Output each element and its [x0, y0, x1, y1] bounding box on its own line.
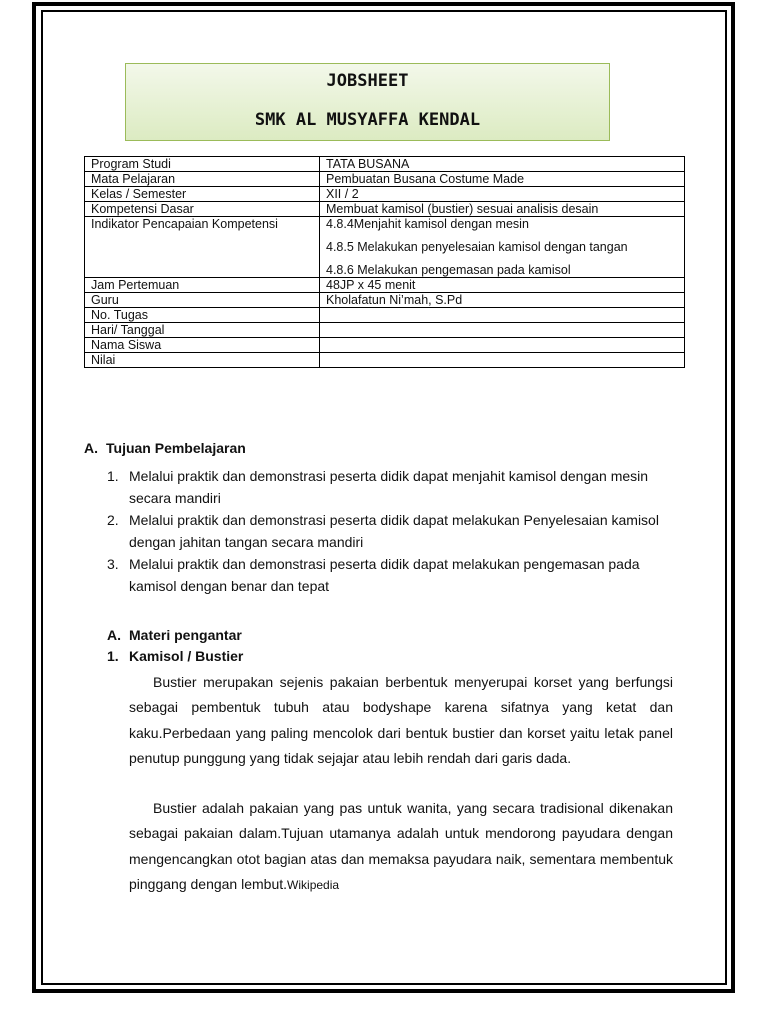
- section-heading-materi: [107, 627, 242, 643]
- row-value: 48JP x 45 menit: [320, 278, 685, 293]
- jobsheet-title-box: [125, 63, 610, 141]
- list-text: Melalui praktik dan demonstrasi peserta didik dapat melakukan pengemasan pada kamisol dengan benar dan tepat: [129, 556, 640, 594]
- table-row: [85, 353, 685, 368]
- row-label: Mata Pelajaran: [85, 172, 320, 187]
- row-value: [320, 338, 685, 353]
- paragraph-text: Bustier merupakan sejenis pakaian berbentuk menyerupai korset yang berfungsi sebagai pembentuk tubuh atau bodyshape karena sifatnya yang ketat dan kaku.Perbedaan yang paling mencolok dari bentuk bustier dan korset yaitu letak panel penutup punggung yang tidak sejajar atau lebih rendah dari garis dada.: [129, 674, 673, 766]
- list-number: 3.: [107, 556, 119, 572]
- row-label: Indikator Pencapaian Kompetensi: [85, 217, 320, 278]
- school-name: SMK AL MUSYAFFA KENDAL: [254, 110, 481, 130]
- row-value-indicators: [320, 217, 685, 278]
- table-row: [85, 338, 685, 353]
- list-number: 1.: [107, 468, 119, 484]
- subsection-title: Kamisol / Bustier: [129, 648, 244, 664]
- row-label: Jam Pertemuan: [85, 278, 320, 293]
- table-row: [85, 217, 685, 278]
- objectives-list: [107, 465, 667, 597]
- info-table: [84, 156, 685, 368]
- source-link[interactable]: Wikipedia: [287, 877, 340, 892]
- indicator-item: 4.8.5 Melakukan penyelesaian kamisol dengan tangan: [326, 240, 628, 254]
- jobsheet-title: JOBSHEET: [326, 71, 409, 91]
- row-label: Kompetensi Dasar: [85, 202, 320, 217]
- row-label: Guru: [85, 293, 320, 308]
- row-value: Membuat kamisol (bustier) sesuai analisis desain: [320, 202, 685, 217]
- section-letter: A.: [84, 440, 98, 456]
- row-label: Hari/ Tanggal: [85, 323, 320, 338]
- section-title: Materi pengantar: [129, 627, 242, 643]
- list-item: [107, 553, 667, 597]
- list-number: 2.: [107, 512, 119, 528]
- table-row: [85, 202, 685, 217]
- row-label: Program Studi: [85, 157, 320, 172]
- row-label: Nama Siswa: [85, 338, 320, 353]
- row-label: Nilai: [85, 353, 320, 368]
- section-letter: A.: [107, 627, 121, 643]
- list-item: [107, 509, 667, 553]
- paragraph-2: [129, 796, 673, 898]
- table-row: [85, 278, 685, 293]
- table-row: [85, 187, 685, 202]
- row-value: [320, 323, 685, 338]
- row-value: Pembuatan Busana Costume Made: [320, 172, 685, 187]
- row-value: XII / 2: [320, 187, 685, 202]
- paragraph-1: [129, 670, 673, 771]
- table-row: [85, 293, 685, 308]
- subsection-heading-kamisol: [107, 648, 243, 664]
- table-row: [85, 323, 685, 338]
- list-text: Melalui praktik dan demonstrasi peserta didik dapat melakukan Penyelesaian kamisol dengan jahitan tangan secara mandiri: [129, 512, 659, 550]
- row-value: TATA BUSANA: [320, 157, 685, 172]
- list-text: Melalui praktik dan demonstrasi peserta didik dapat menjahit kamisol dengan mesin secara mandiri: [129, 468, 649, 506]
- list-item: [107, 465, 667, 509]
- row-label: Kelas / Semester: [85, 187, 320, 202]
- indicator-item: 4.8.4Menjahit kamisol dengan mesin: [326, 217, 529, 231]
- table-row: [85, 172, 685, 187]
- row-value: Kholafatun Ni’mah, S.Pd: [320, 293, 685, 308]
- table-row: [85, 308, 685, 323]
- section-heading-tujuan: [84, 440, 246, 456]
- row-value: [320, 308, 685, 323]
- paragraph-text: Bustier adalah pakaian yang pas untuk wanita, yang secara tradisional dikenakan sebagai pakaian dalam.Tujuan utamanya adalah untuk mendorong payudara dengan mengencangkan otot bagian atas dan memaksa payudara naik, sementara membentuk pinggang dengan lembut.: [129, 800, 673, 892]
- indicator-item: 4.8.6 Melakukan pengemasan pada kamisol: [326, 263, 571, 277]
- row-value: [320, 353, 685, 368]
- table-row: [85, 157, 685, 172]
- row-label: No. Tugas: [85, 308, 320, 323]
- subsection-number: 1.: [107, 648, 119, 664]
- section-title: Tujuan Pembelajaran: [106, 440, 246, 456]
